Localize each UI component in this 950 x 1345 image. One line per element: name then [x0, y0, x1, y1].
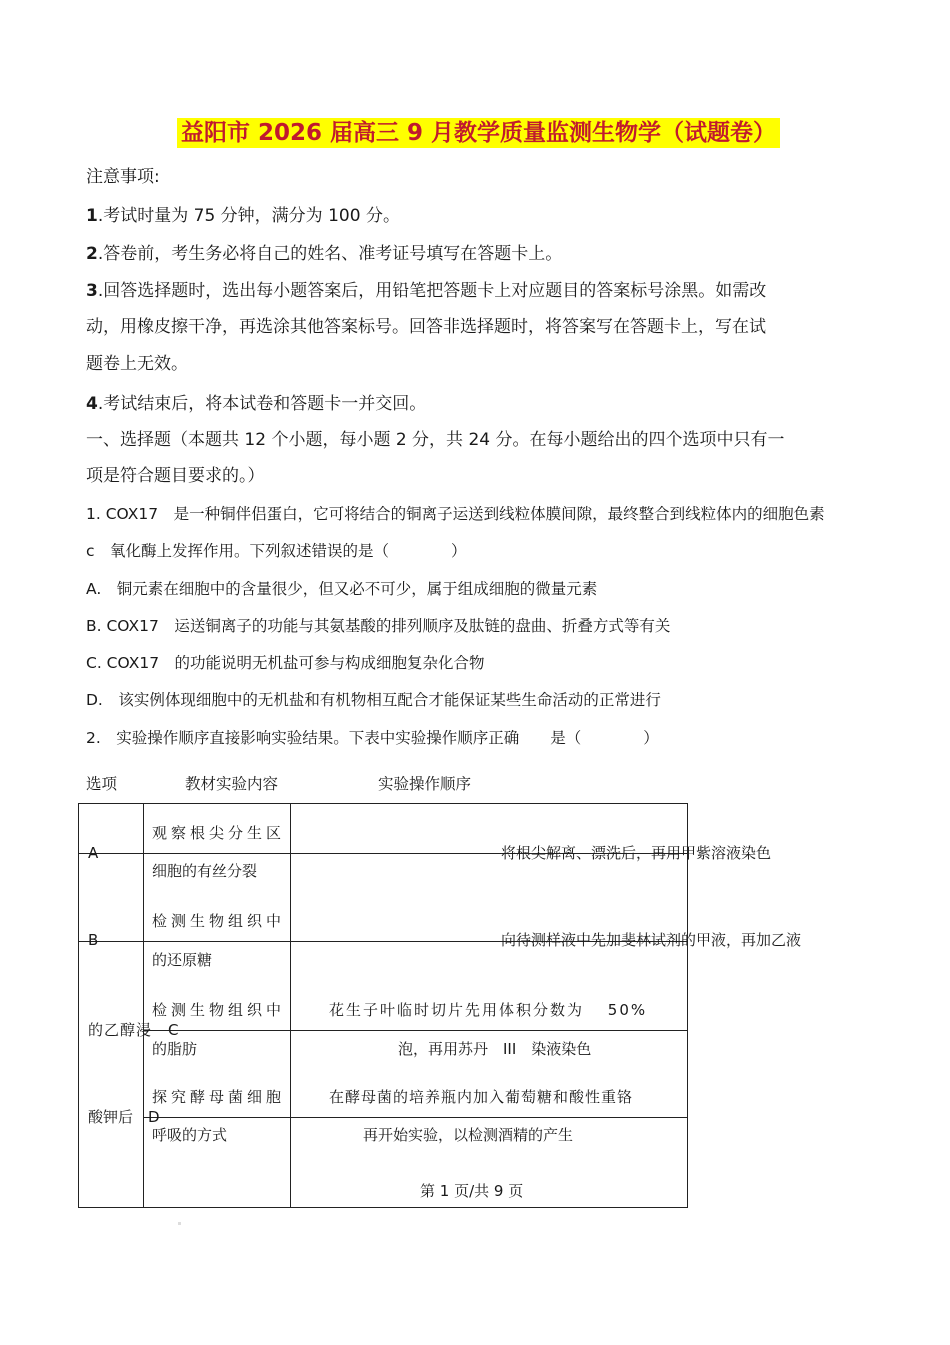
scan-speck: [178, 1222, 181, 1225]
notice-item-3-line2: 动，用橡皮擦干净，再选涂其他答案标号。回答非选择题时，将答案写在答题卡上，写在试: [86, 317, 766, 337]
q1-option-b: B. COX17 运送铜离子的功能与其氨基酸的排列顺序及肽链的盘曲、折叠方式等有关: [86, 617, 671, 635]
row-b-label: B: [88, 931, 99, 949]
notice-item-3-line3: 题卷上无效。: [86, 354, 188, 374]
table-divider-col2: [290, 803, 291, 1207]
row-c-operation-line1: 花生子叶临时切片先用体积分数为 50%: [329, 1001, 648, 1019]
row-b-operation: 向待测样液中先加斐林试剂的甲液，再加乙液: [501, 931, 802, 949]
row-c-operation-line2: 泡，再用苏丹 III 染液染色: [398, 1040, 592, 1058]
row-c-content-line1: 检测生物组织中: [152, 1001, 286, 1019]
row-d-content-line2: 呼吸的方式: [152, 1126, 228, 1144]
notice-item-4: [86, 393, 426, 415]
notice-item-3-num: 3: [86, 281, 98, 301]
notice-item-1: [86, 205, 400, 227]
q1-option-d: D. 该实例体现细胞中的无机盐和有机物相互配合才能保证某些生命活动的正常进行: [86, 691, 661, 709]
q2-stem: 2. 实验操作顺序直接影响实验结果。下表中实验操作顺序正确 是（ ）: [86, 729, 659, 747]
notice-item-3: [86, 280, 766, 302]
page-title: 益阳市 2026 届高三 9 月教学质量监测生物学（试题卷）: [177, 118, 780, 148]
row-d-side-text: 酸钾后 D: [88, 1108, 160, 1126]
row-c-content-line2: 的脂肪: [152, 1040, 198, 1058]
row-a-content-line1: 观察根尖分生区: [152, 824, 286, 842]
notice-item-2-text: .答卷前，考生务必将自己的姓名、准考证号填写在答题卡上。: [97, 244, 563, 264]
page-footer: 第 1 页/共 9 页: [420, 1182, 524, 1200]
q1-stem-line1: 1. COX17 是一种铜伴侣蛋白，它可将结合的铜离子运送到线粒体膜间隙，最终整合到线粒体内的细胞色素: [86, 505, 825, 523]
row-d-operation-line2: 再开始实验，以检测酒精的产生: [363, 1126, 574, 1144]
section-heading-line2: 项是符合题目要求的。）: [86, 466, 265, 486]
table-header-content: 教材实验内容: [185, 775, 279, 793]
notice-heading: 注意事项:: [86, 167, 160, 187]
row-b-content-line1: 检测生物组织中: [152, 912, 286, 930]
row-c-side-text: 的乙醇浸 C: [88, 1021, 180, 1039]
section-heading-line1: 一、选择题（本题共 12 个小题，每小题 2 分，共 24 分。在每小题给出的四个选项中只有一: [86, 430, 785, 450]
row-a-content-line2: 细胞的有丝分裂: [152, 862, 258, 880]
q1-stem-line2: c 氧化酶上发挥作用。下列叙述错误的是（ ）: [86, 542, 467, 560]
row-a-label: A: [88, 844, 99, 862]
notice-item-1-num: 1: [86, 206, 98, 226]
table-header-option: 选项: [86, 775, 118, 793]
notice-item-4-text: .考试结束后，将本试卷和答题卡一并交回。: [97, 394, 427, 414]
table-header-order: 实验操作顺序: [378, 775, 472, 793]
notice-item-3-text: .回答选择题时，选出每小题答案后，用铅笔把答题卡上对应题目的答案标号涂黑。如需改: [97, 281, 767, 301]
row-d-operation-line1: 在酵母菌的培养瓶内加入葡萄糖和酸性重铬: [329, 1088, 634, 1106]
table-divider-col1: [143, 803, 144, 1207]
table-divider-row4: [143, 1117, 687, 1118]
q1-option-c: C. COX17 的功能说明无机盐可参与构成细胞复杂化合物: [86, 654, 485, 672]
notice-item-2-num: 2: [86, 244, 98, 264]
row-d-content-line1: 探究酵母菌细胞: [152, 1088, 286, 1106]
notice-item-4-num: 4: [86, 394, 98, 414]
row-a-operation: 将根尖解离、漂洗后，再用甲紫溶液染色: [501, 844, 772, 862]
notice-item-2: [86, 243, 562, 265]
q1-option-a: A. 铜元素在细胞中的含量很少，但又必不可少，属于组成细胞的微量元素: [86, 580, 598, 598]
notice-item-1-text: .考试时量为 75 分钟，满分为 100 分。: [97, 206, 400, 226]
row-b-content-line2: 的还原糖: [152, 951, 213, 969]
table-divider-row3: [143, 1030, 687, 1031]
